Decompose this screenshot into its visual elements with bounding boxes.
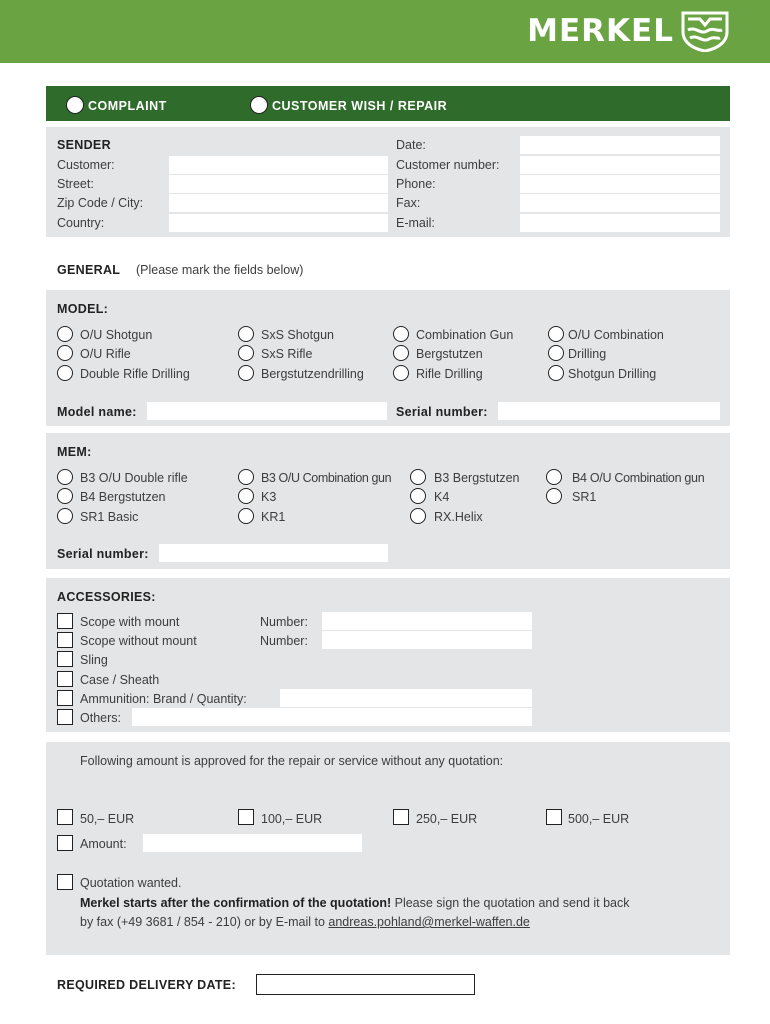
double-rifle-drilling-label: Double Rifle Drilling bbox=[80, 367, 190, 381]
request-type-bar bbox=[46, 86, 730, 121]
ammunition-checkbox[interactable] bbox=[57, 690, 73, 706]
customer-wish-label: CUSTOMER WISH / REPAIR bbox=[272, 99, 448, 113]
customer-number-field[interactable] bbox=[520, 156, 720, 174]
mem-serial-number-label: Serial number: bbox=[57, 547, 149, 561]
custom-amount-field[interactable] bbox=[143, 834, 362, 852]
b3-ou-combination-gun-radio[interactable] bbox=[238, 469, 254, 485]
ou-combination-radio[interactable] bbox=[548, 326, 564, 342]
case-sheath-label: Case / Sheath bbox=[80, 673, 160, 687]
amount-100-label: 100,– EUR bbox=[261, 812, 323, 826]
shotgun-drilling-label: Shotgun Drilling bbox=[568, 367, 657, 381]
k3-radio[interactable] bbox=[238, 488, 254, 504]
sr1-basic-radio[interactable] bbox=[57, 508, 73, 524]
street-field[interactable] bbox=[169, 175, 388, 193]
b4-bergstutzen-label: B4 Bergstutzen bbox=[80, 490, 166, 504]
scope-with-mount-number-field[interactable] bbox=[322, 612, 532, 630]
b4-bergstutzen-radio[interactable] bbox=[57, 488, 73, 504]
scope-without-mount-number-label: Number: bbox=[260, 634, 308, 648]
amount-100-checkbox[interactable] bbox=[238, 809, 254, 825]
k4-radio[interactable] bbox=[410, 488, 426, 504]
drilling-radio[interactable] bbox=[548, 345, 564, 361]
amount-250-label: 250,– EUR bbox=[416, 812, 478, 826]
k3-label: K3 bbox=[261, 490, 277, 504]
rx-helix-label: RX.Helix bbox=[434, 510, 483, 524]
kr1-label: KR1 bbox=[261, 510, 286, 524]
ou-shotgun-label: O/U Shotgun bbox=[80, 328, 153, 342]
combination-gun-label: Combination Gun bbox=[416, 328, 514, 342]
others-label: Others: bbox=[80, 711, 121, 725]
complaint-radio[interactable] bbox=[66, 96, 84, 114]
delivery-date-field[interactable] bbox=[256, 974, 475, 995]
accessories-title: ACCESSORIES: bbox=[57, 590, 156, 604]
phone-label: Phone: bbox=[396, 177, 436, 191]
model-title: MODEL: bbox=[57, 302, 109, 316]
customer-field[interactable] bbox=[169, 156, 388, 174]
model-name-label: Model name: bbox=[57, 405, 137, 419]
others-field[interactable] bbox=[132, 708, 532, 726]
quotation-notice-bold: Merkel starts after the confirmation of the quotation! bbox=[80, 896, 392, 910]
quotation-wanted-label: Quotation wanted. bbox=[80, 876, 182, 890]
custom-amount-checkbox[interactable] bbox=[57, 835, 73, 851]
customer-label: Customer: bbox=[57, 158, 115, 172]
drilling-label: Drilling bbox=[568, 347, 607, 361]
date-label: Date: bbox=[396, 138, 426, 152]
scope-with-mount-checkbox[interactable] bbox=[57, 613, 73, 629]
brand bbox=[527, 10, 730, 52]
email-label: E-mail: bbox=[396, 216, 435, 230]
ou-combination-label: O/U Combination bbox=[568, 328, 664, 342]
b3-ou-double-rifle-radio[interactable] bbox=[57, 469, 73, 485]
sender-title: SENDER bbox=[57, 138, 111, 152]
ammunition-label: Ammunition: Brand / Quantity: bbox=[80, 692, 247, 706]
quotation-notice-rest: Please sign the quotation and send it back bbox=[391, 896, 630, 910]
rifle-drilling-radio[interactable] bbox=[393, 365, 409, 381]
quotation-wanted-checkbox[interactable] bbox=[57, 874, 73, 890]
phone-field[interactable] bbox=[520, 175, 720, 193]
amount-500-label: 500,– EUR bbox=[568, 812, 630, 826]
fax-label: Fax: bbox=[396, 196, 421, 210]
scope-without-mount-label: Scope without mount bbox=[80, 634, 197, 648]
b3-ou-double-rifle-label: B3 O/U Double rifle bbox=[80, 471, 188, 485]
custom-amount-label: Amount: bbox=[80, 837, 127, 851]
case-sheath-checkbox[interactable] bbox=[57, 671, 73, 687]
scope-with-mount-label: Scope with mount bbox=[80, 615, 180, 629]
mem-panel bbox=[46, 433, 730, 569]
bergstutzendrilling-label: Bergstutzendrilling bbox=[261, 367, 364, 381]
sling-checkbox[interactable] bbox=[57, 651, 73, 667]
street-label: Street: bbox=[57, 177, 94, 191]
contact-email-link[interactable]: andreas.pohland@merkel-waffen.de bbox=[328, 915, 530, 929]
fax-field[interactable] bbox=[520, 194, 720, 212]
country-label: Country: bbox=[57, 216, 105, 230]
email-field[interactable] bbox=[520, 214, 720, 232]
ou-rifle-label: O/U Rifle bbox=[80, 347, 131, 361]
ou-shotgun-radio[interactable] bbox=[57, 326, 73, 342]
ou-rifle-radio[interactable] bbox=[57, 345, 73, 361]
approval-intro: Following amount is approved for the repair or service without any quotation: bbox=[80, 754, 504, 768]
accessories-panel bbox=[46, 578, 730, 732]
amount-500-checkbox[interactable] bbox=[546, 809, 562, 825]
sxs-shotgun-radio[interactable] bbox=[238, 326, 254, 342]
customer-wish-radio[interactable] bbox=[250, 96, 268, 114]
brand-name: MERKEL bbox=[527, 13, 674, 49]
sr1-basic-label: SR1 Basic bbox=[80, 510, 139, 524]
general-hint: (Please mark the fields below) bbox=[136, 263, 304, 277]
sling-label: Sling bbox=[80, 653, 108, 667]
sr1-radio[interactable] bbox=[546, 488, 562, 504]
model-name-field[interactable] bbox=[147, 402, 387, 420]
sxs-rifle-radio[interactable] bbox=[238, 345, 254, 361]
b3-ou-combination-gun-label: B3 O/U Combination gun bbox=[261, 471, 392, 485]
sxs-shotgun-label: SxS Shotgun bbox=[261, 328, 334, 342]
quotation-notice-line2-text: by fax (+49 3681 / 854 - 210) or by E-mail to bbox=[80, 915, 329, 929]
quotation-notice-line1 bbox=[80, 896, 630, 910]
mem-title: MEM: bbox=[57, 445, 92, 459]
b3-bergstutzen-radio[interactable] bbox=[410, 469, 426, 485]
amount-50-label: 50,– EUR bbox=[80, 812, 135, 826]
bergstutzendrilling-radio[interactable] bbox=[238, 365, 254, 381]
sr1-label: SR1 bbox=[572, 490, 597, 504]
header-bar bbox=[0, 0, 770, 63]
sender-panel bbox=[46, 127, 730, 237]
others-checkbox[interactable] bbox=[57, 709, 73, 725]
bergstutzen-radio[interactable] bbox=[393, 345, 409, 361]
zip-city-label: Zip Code / City: bbox=[57, 196, 144, 210]
b3-bergstutzen-label: B3 Bergstutzen bbox=[434, 471, 520, 485]
k4-label: K4 bbox=[434, 490, 450, 504]
kr1-radio[interactable] bbox=[238, 508, 254, 524]
shotgun-drilling-radio[interactable] bbox=[548, 365, 564, 381]
model-serial-number-label: Serial number: bbox=[396, 405, 488, 419]
date-field[interactable] bbox=[520, 136, 720, 154]
customer-number-label: Customer number: bbox=[396, 158, 500, 172]
zip-city-field[interactable] bbox=[169, 194, 388, 212]
scope-without-mount-number-field[interactable] bbox=[322, 631, 532, 649]
scope-with-mount-number-label: Number: bbox=[260, 615, 308, 629]
rx-helix-radio[interactable] bbox=[410, 508, 426, 524]
combination-gun-radio[interactable] bbox=[393, 326, 409, 342]
b4-ou-combination-gun-radio[interactable] bbox=[546, 469, 562, 485]
model-panel bbox=[46, 290, 730, 426]
double-rifle-drilling-radio[interactable] bbox=[57, 365, 73, 381]
b4-ou-combination-gun-label: B4 O/U Combination gun bbox=[572, 471, 705, 485]
quotation-notice-line2 bbox=[80, 915, 530, 929]
delivery-date-label: REQUIRED DELIVERY DATE: bbox=[57, 978, 236, 992]
amount-250-checkbox[interactable] bbox=[393, 809, 409, 825]
sxs-rifle-label: SxS Rifle bbox=[261, 347, 313, 361]
model-serial-number-field[interactable] bbox=[498, 402, 720, 420]
rifle-drilling-label: Rifle Drilling bbox=[416, 367, 483, 381]
country-field[interactable] bbox=[169, 214, 388, 232]
bergstutzen-label: Bergstutzen bbox=[416, 347, 483, 361]
amount-50-checkbox[interactable] bbox=[57, 809, 73, 825]
approval-panel bbox=[46, 742, 730, 955]
scope-without-mount-checkbox[interactable] bbox=[57, 632, 73, 648]
general-title: GENERAL bbox=[57, 263, 121, 277]
ammunition-field[interactable] bbox=[280, 689, 532, 707]
merkel-shield-icon bbox=[680, 10, 730, 52]
mem-serial-number-field[interactable] bbox=[159, 544, 388, 562]
complaint-label: COMPLAINT bbox=[88, 99, 167, 113]
